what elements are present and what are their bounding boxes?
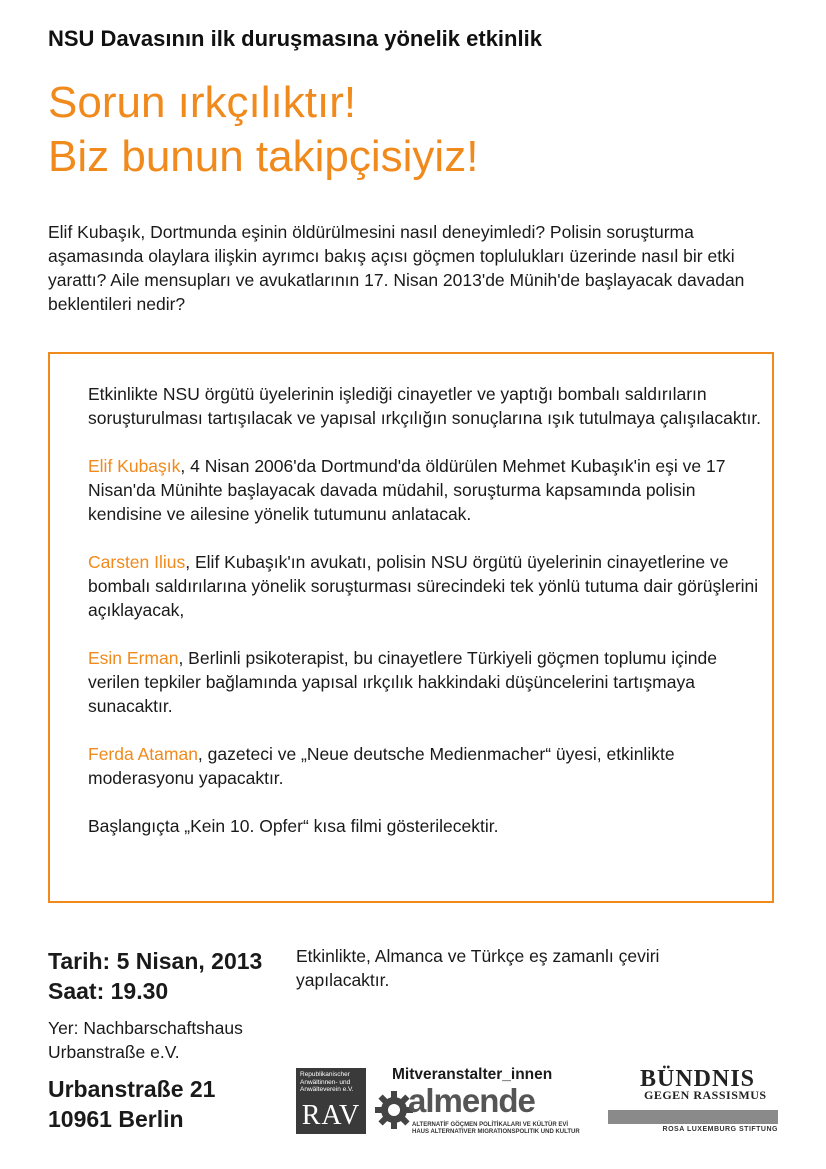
co-organizers-label: Mitveranstalter_innen: [392, 1066, 553, 1083]
event-date: Tarih: 5 Nisan, 2013: [48, 948, 263, 974]
almende-wordmark: almende: [408, 1082, 535, 1119]
speaker-ferda-ataman: [88, 742, 768, 790]
address-city: 10961 Berlin: [48, 1106, 184, 1132]
headline: [48, 76, 478, 184]
headline-line-2: Biz bunun takipçisiyiz!: [48, 132, 479, 181]
rosa-luxemburg-label: ROSA LUXEMBURG STIFTUNG: [662, 1126, 778, 1133]
speaker-text: , Berlinli psikoterapist, bu cinayetlere Türkiyeli göçmen toplumu içinde verilen tepkiler bağlamında yapısal ırkçılık hakkindaki düşüncelerini tartışmaya sunacaktır.: [88, 648, 717, 716]
speaker-text: , gazeteci ve „Neue deutsche Medienmacher“ üyesi, etkinlikte moderasyonu yapacaktır.: [88, 744, 675, 788]
venue-line-2: Urbanstraße e.V.: [48, 1042, 180, 1062]
translation-note: Etkinlikte, Almanca ve Türkçe eş zamanlı çeviri yapılacaktır.: [296, 946, 660, 990]
speaker-elif-kubasik: [88, 454, 768, 526]
almende-tagline-de: HAUS ALTERNATIVER MIGRATIONSPOLITIK UND KULTUR: [412, 1129, 580, 1135]
rav-logo-wordmark: RAV: [301, 1100, 361, 1131]
speaker-carsten-ilius: [88, 550, 768, 622]
speaker-name: Carsten Ilius: [88, 552, 186, 572]
event-address: [48, 1074, 215, 1134]
event-venue: [48, 1016, 243, 1064]
almende-tagline-tr: ALTERNATİF GÖÇMEN POLİTİKALARI VE KÜLTÜR EVİ: [412, 1122, 568, 1128]
event-time: Saat: 19.30: [48, 978, 169, 1004]
rav-logo-subtitle: Republikanischer Anwältinnen- und Anwälteverein e.V.: [300, 1071, 354, 1093]
speaker-text: , 4 Nisan 2006'da Dortmund'da öldürülen Mehmet Kubaşık'in eşi ve 17 Nisan'da Münihte başlayacak davada müdahil, soruşturma kapsamında polisin kendisine ve ailesine yönelik tutumunu anlatacak.: [88, 456, 726, 524]
intro-paragraph: Elif Kubaşık, Dortmunda eşinin öldürülmesini nasıl deneyimledi? Polisin soruşturma aşamasında olaylara ilişkin ayrımcı bakış açısı göçmen toplulukları üzerinde nasıl bir etki yarattı? Aile mensupları ve avukatlarının 17. Nisan 2013'de Münih'de başlayacak davadan beklentileri nedir?: [48, 222, 745, 314]
speaker-name: Esin Erman: [88, 648, 179, 668]
speaker-name: Ferda Ataman: [88, 744, 198, 764]
film-note: Başlangıçta „Kein 10. Opfer“ kısa filmi gösterilecektir.: [88, 816, 499, 836]
bundnis-subtitle: GEGEN RASSISMUS: [644, 1088, 767, 1102]
bundnis-logo: [608, 1066, 778, 1134]
kicker-heading: NSU Davasının ilk duruşmasına yönelik etkinlik: [48, 26, 542, 51]
speaker-name: Elif Kubaşık: [88, 456, 181, 476]
venue-line-1: Yer: Nachbarschaftshaus: [48, 1018, 243, 1038]
program-description: Etkinlikte NSU örgütü üyelerinin işlediği cinayetler ve yaptığı bombalı saldırıların soruşturulması tartışılacak ve yapısal ırkçılığın sonuçlarına ışık tutulmaya çalışılacaktır.: [88, 384, 762, 428]
speaker-esin-erman: [88, 646, 768, 718]
headline-line-1: Sorun ırkçılıktır!: [48, 78, 357, 127]
speaker-text: , Elif Kubaşık'ın avukatı, polisin NSU örgütü üyelerinin cinayetlerine ve bombalı saldırılarına yönelik soruşturması sürecindeki tek yönlü tutuma dair görüşlerini açıklayacak,: [88, 552, 759, 620]
event-datetime: [48, 946, 262, 1006]
address-street: Urbanstraße 21: [48, 1076, 216, 1102]
almende-logo: [372, 1082, 584, 1138]
rav-logo: [296, 1068, 366, 1134]
bundnis-bar: [608, 1110, 778, 1124]
program-content: [88, 382, 768, 862]
program-box: [48, 352, 774, 903]
bundnis-wordmark: BÜNDNIS: [640, 1066, 756, 1092]
